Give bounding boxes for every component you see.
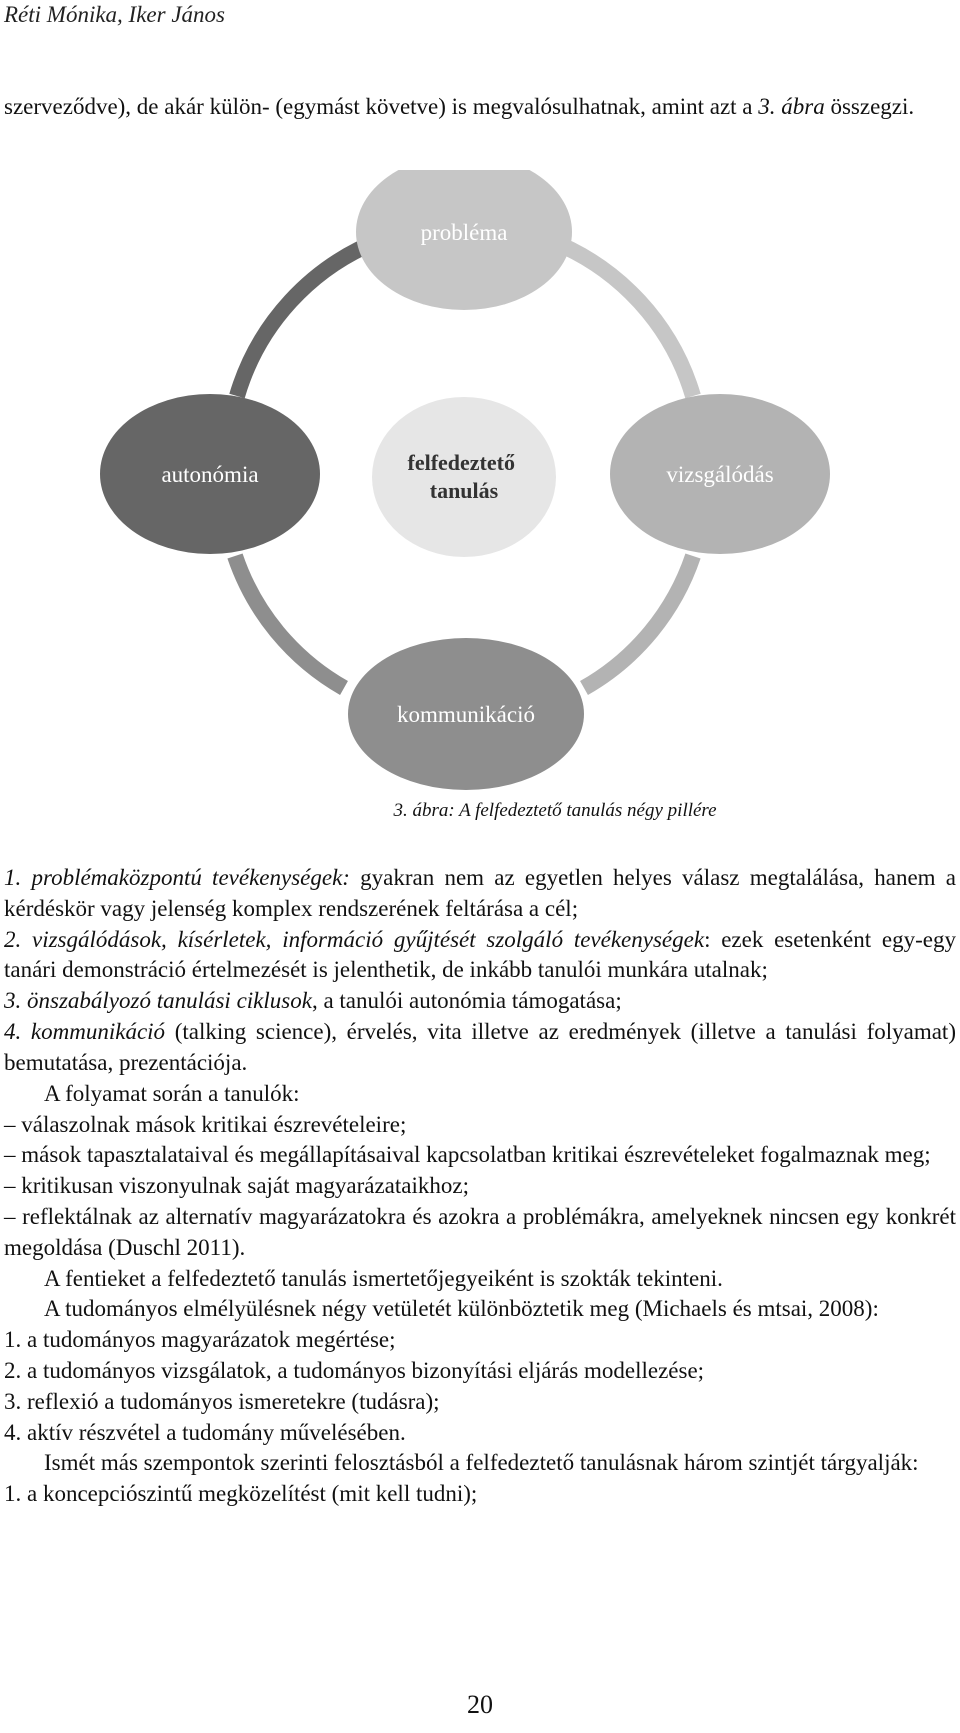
pillars-diagram: [0, 170, 960, 790]
intro-text: szerveződve), de akár külön- (egymást követve) is megvalósulhatnak, amint azt a: [4, 94, 759, 119]
node-center: [372, 397, 556, 557]
node-top-label: probléma: [420, 220, 508, 245]
page-number: 20: [467, 1690, 493, 1719]
dash-item: – mások tapasztalataival és megállapításaival kapcsolatban kritikai észrevételeket fogalmaznak meg;: [4, 1142, 931, 1168]
body-text: [4, 863, 956, 1510]
list1-item1: 1. problémaközpontú tevékenységek: gyakran nem az egyetlen helyes válasz megtalálása, hanem a kérdéskör vagy jelenség komplex rendszerének feltárása a cél;: [4, 865, 956, 921]
levels-paragraph: Ismét más szempontok szerinti felosztásból a felfedeztető tanulásnak három szintjét tárgyalják:: [44, 1450, 919, 1476]
list2-item: 1. a tudományos magyarázatok megértése;: [4, 1327, 396, 1353]
running-header: Réti Mónika, Iker János: [4, 2, 225, 27]
intro-paragraph: [4, 92, 956, 123]
aspects-paragraph: A tudományos elmélyülésnek négy vetületét különböztetik meg (Michaels és mtsai, 2008):: [44, 1296, 879, 1322]
node-right-label: vizsgálódás: [666, 462, 774, 487]
list2-item: 4. aktív részvétel a tudomány művelésében.: [4, 1419, 406, 1445]
dash-item: – kritikusan viszonyulnak saját magyarázataikhoz;: [4, 1173, 469, 1199]
figure-reference: 3. ábra: [758, 94, 825, 119]
arc-right-bottom: [584, 556, 693, 688]
intro-text-end: összegzi.: [824, 94, 915, 119]
features-paragraph: A fentieket a felfedeztető tanulás ismertetőjegyeiként is szokták tekinteni.: [44, 1265, 723, 1291]
list1-item4: 4. kommunikáció (talking science), érvelés, vita illetve az eredmények (illetve a tanulási folyamat) bemutatása, prezentációja.: [4, 1019, 956, 1075]
list1-item2: 2. vizsgálódások, kísérletek, információ gyűjtését szolgáló tevékenységek: ezek esetenként egy-egy tanári demonstráció értelmezését is jelenthetik, de inkább tanulói munkára utalnak;: [4, 926, 956, 983]
node-center-label: felfedeztető tanulás: [407, 450, 515, 503]
arc-bottom-left: [235, 556, 344, 688]
process-intro: A folyamat során a tanulók:: [44, 1080, 300, 1106]
dash-item: – reflektálnak az alternatív magyarázatokra és azokra a problémákra, amelyeknek nincsen egy konkrét megoldása (Duschl 2011).: [4, 1203, 956, 1260]
figure-caption: 3. ábra: A felfedeztető tanulás négy pillére: [393, 800, 717, 821]
arc-top-right: [549, 240, 693, 396]
list3-item: 1. a koncepciószintű megközelítést (mit kell tudni);: [4, 1481, 478, 1507]
list2-item: 3. reflexió a tudományos ismeretekre (tudásra);: [4, 1388, 440, 1414]
node-left-label: autonómia: [161, 462, 259, 487]
list2-item: 2. a tudományos vizsgálatok, a tudományos bizonyítási eljárás modellezése;: [4, 1358, 705, 1383]
list1-item3: 3. önszabályozó tanulási ciklusok, a tanulói autonómia támogatása;: [4, 988, 622, 1014]
dash-item: – válaszolnak mások kritikai észrevételeire;: [4, 1111, 407, 1137]
arc-left-top: [237, 240, 380, 396]
node-bottom-label: kommunikáció: [397, 702, 535, 727]
